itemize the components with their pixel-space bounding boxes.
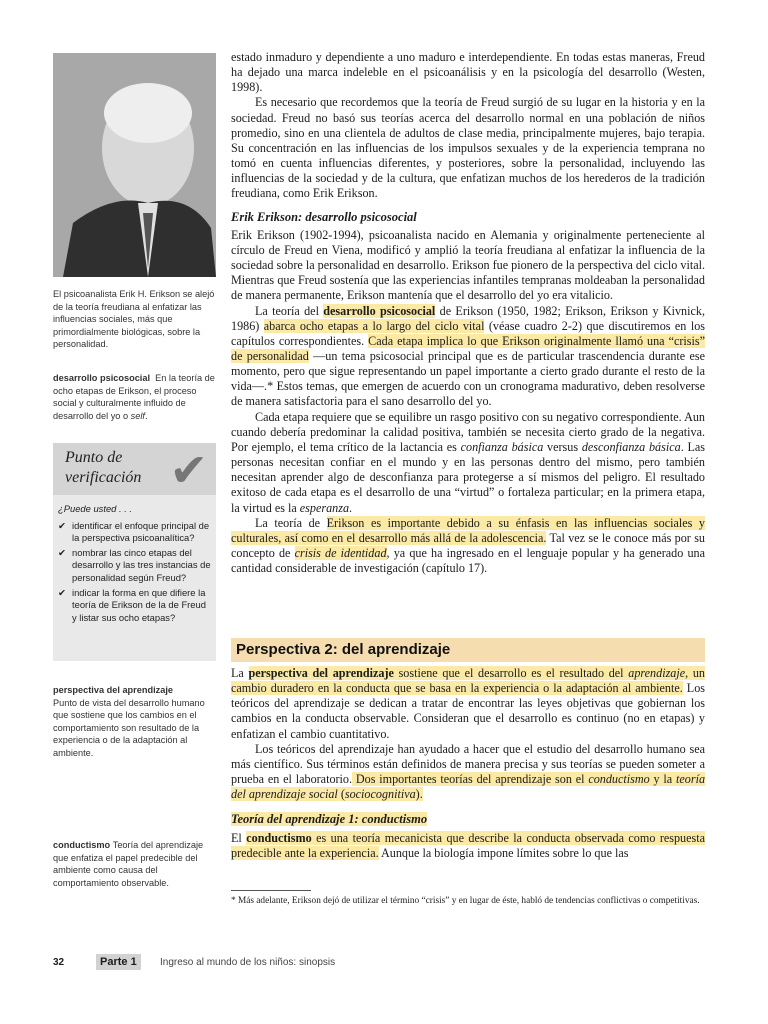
list-item: ✔ indicar la forma en que difiere la teoría de Erikson de la de Freud y listar sus ocho etapas? — [58, 586, 206, 623]
def-term: desarrollo psicosocial — [53, 373, 151, 383]
list-item: ✔ identificar el enfoque principal de la perspectiva psicoanalítica? — [58, 519, 210, 544]
checkmark-icon: ✔ — [58, 546, 66, 558]
checkpoint-title: Punto de verificación — [65, 449, 142, 486]
photo-caption: El psicoanalista Erik H. Erikson se alejó de la teoría freudiana al enfatizar las influencias sociales, más que primordialmente biológicas, sobre la personalidad. — [53, 289, 215, 350]
key-term: conductismo — [246, 830, 312, 845]
part-label: Parte 1 — [96, 954, 141, 970]
checkmark-icon: ✔ — [58, 519, 66, 531]
def-text: Punto de vista del desarrollo humano que sostiene que los cambios en el comportamiento son resultado de la experiencia o de la adaptación al ambiente. — [53, 697, 205, 758]
part-title: Ingreso al mundo de los niños: sinopsis — [160, 957, 336, 968]
paragraph: El conductismo es una teoría mecanicista que describe la conducta observada como respuesta predecible ante la experiencia. Aunque la biología impone límites sobre lo que las — [231, 830, 705, 860]
def-term: perspectiva del aprendizaje — [53, 685, 173, 695]
def-psicosocial: desarrollo psicosocial En la teoría de ocho etapas de Erikson, el proceso social y culturalmente influido de desarrollo del yo o self. — [53, 373, 215, 421]
paragraph: Es necesario que recordemos que la teoría de Freud surgió de su lugar en la historia y en la sociedad. Freud no basó sus teorías acerca del desarrollo normal en una población de niños promedio, sino en una clientela de adultos de clase media, principalmente mujeres, bajo terapia. Su concentración en las influencias de los impulsos sexuales y de la experiencia temprana no tomó en cuenta influencias diferentes, y posteriores, sobre la personalidad, incluyendo las influencias de la sociedad y de la cultura, que enfatizan muchos de los herederos de la tradición freudiana, como Erik Erikson. — [231, 95, 705, 201]
checkmark-icon: ✔ — [169, 445, 208, 496]
main-column-bottom — [231, 666, 705, 861]
list-item: ✔ nombrar las cinco etapas del desarrollo y las tres instancias de personalidad según Freud? — [58, 546, 211, 583]
paragraph: Cada etapa requiere que se equilibre un rasgo positivo con su negativo correspondiente. Aun cuando debería predominar la calidad positiva, también se necesita cierto grado de la negativa. Por ejemplo, el tema crítico de la lactancia es confianza básica versus desconfianza básica. Las personas necesitan confiar en el mundo y en las personas dentro del mismo, pero también necesitan aprender algo de desconfianza para protegerse a sí mismos del peligro. El resultado exitoso de cada etapa es el desarrollo de una “virtud” o fortaleza particular; en la primera etapa, la virtud es la esperanza. — [231, 409, 706, 515]
def-aprendizaje — [53, 684, 217, 760]
paragraph: La teoría del desarrollo psicosocial de Erikson (1950, 1982; Erikson, Erikson y Kivnick, 1986) abarca ocho etapas a lo largo del ciclo vital (véase cuadro 2-2) que discutiremos en los capítulos correspondientes. Cada etapa implica lo que Erikson originalmente llamó una “crisis” de personalidad —un tema psicosocial principal que es de particular trascendencia durante ese momento, pero que sigue representando un papel importante a cierto grado durante el resto de la vida—.* Estos temas, que emergen de acuerdo con un cronograma madurativo, deben resolverse de manera satisfactoria para el sano desarrollo del yo. — [231, 303, 705, 409]
footnote-rule — [231, 890, 311, 891]
def-term: conductismo — [53, 840, 111, 850]
checkpoint-header — [53, 443, 216, 495]
footnote: * Más adelante, Erikson dejó de utilizar el término “crisis” y en lugar de éste, habló de tendencias conflictivas o competitivas. — [231, 896, 700, 906]
checkpoint-list — [58, 520, 212, 625]
erikson-photo — [53, 53, 216, 277]
checkpoint-body — [58, 503, 212, 626]
portrait-image — [53, 53, 216, 277]
def-self: self — [130, 410, 145, 421]
paragraph: estado inmaduro y dependiente a uno maduro e interdependiente. En todas estas maneras, Freud ha dejado una marca indeleble en el psicoanálisis y en la psicología del desarrollo (Westen, 1998). — [231, 50, 705, 95]
key-term: desarrollo psicosocial — [323, 303, 436, 318]
section-heading: Perspectiva 2: del aprendizaje — [236, 641, 451, 658]
def-text: En la teoría de ocho etapas de Erikson, el proceso social y culturalmente influido de desarrollo del yo o — [53, 373, 215, 421]
paragraph: La perspectiva del aprendizaje sostiene que el desarrollo es el resultado del aprendizaje, un cambio duradero en la conducta que se basa en la experiencia o la adaptación al ambiente. Los teóricos del aprendizaje se dedican a tratar de encontrar las leyes objetivas que gobiernan los cambios en la conducta observable. Consideran que el desarrollo es continuo (no en etapas) y enfatizan el cambio cuantitativo. — [231, 666, 706, 741]
checkpoint-box — [53, 443, 216, 661]
def-text: Teoría del aprendizaje que enfatiza el papel predecible del ambiente como causa del comportamiento observable. — [53, 840, 204, 888]
paragraph: La teoría de Erikson es importante debido a su énfasis en las influencias sociales y culturales, así como en el desarrollo más allá de la adolescencia. Tal vez se le conoce más por su concepto de crisis de identidad, ya que ha ingresado en el lenguaje popular y ha generado una cantidad considerable de investigación (capítulo 17). — [231, 515, 705, 576]
subheading-erikson: Erik Erikson: desarrollo psicosocial — [231, 209, 417, 224]
key-term: perspectiva del aprendizaje — [248, 666, 394, 680]
def-conductismo — [53, 839, 217, 889]
paragraph: Los teóricos del aprendizaje han ayudado a hacer que el estudio del desarrollo humano sea más científico. Sus términos están definidos de manera precisa y sus teorías se pueden someter a prueba en el laboratorio. Dos importantes teorías del aprendizaje son el conductismo y la teoría del aprendizaje social (sociocognitiva). — [231, 741, 706, 802]
main-column-top — [231, 50, 705, 576]
checkpoint-intro: ¿Puede usted . . . — [58, 503, 133, 514]
page-number: 32 — [53, 957, 65, 968]
checkmark-icon: ✔ — [58, 586, 66, 598]
paragraph: Erik Erikson (1902-1994), psicoanalista nacido en Alemania y originalmente perteneciente al círculo de Freud en Viena, modificó y amplió la teoría freudiana al enfatizar la influencia de la sociedad sobre la personalidad en desarrollo. Erikson fue pionero de la perspectiva del ciclo vital. Mientras que Freud sostenía que las experiencias infantiles tempranas moldeaban la personalidad de manera permanente, Erikson mantenía que el desarrollo del yo era vitalicio. — [231, 227, 705, 303]
subheading-conductismo: Teoría del aprendizaje 1: conductismo — [231, 812, 428, 827]
